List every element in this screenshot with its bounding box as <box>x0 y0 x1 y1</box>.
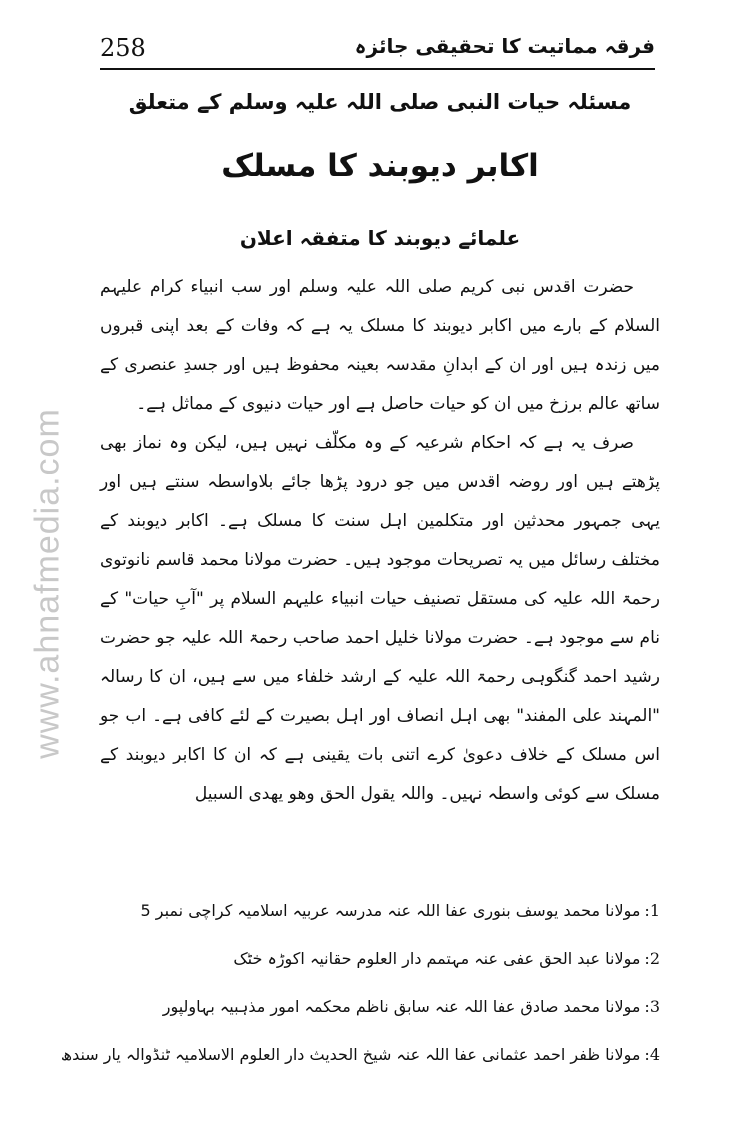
signatories-list <box>60 886 660 1078</box>
signatory-item <box>100 934 660 982</box>
sub-heading: علمائے دیوبند کا متفقہ اعلان <box>239 226 521 250</box>
signatory-number: 3: <box>644 996 660 1016</box>
signatory-text: مولانا محمد یوسف بنوری عفا اللہ عنہ مدرسہ عربیہ اسلامیہ کراچی نمبر 5 <box>140 900 641 920</box>
paragraph: حضرت اقدس نبی کریم صلی اللہ علیہ وسلم اور سب انبیاء کرام علیہم السلام کے بارے میں اکابر دیوبند کا مسلک یہ ہے کہ وفات کے بعد اپنی قبروں میں زندہ ہیں اور ان کے ابدانِ مقدسہ بعینہ محفوظ ہیں اور جسدِ عنصری کے ساتھ عالم برزخ میں ان کو حیات حاصل ہے اور حیات دنیوی کے مماثل ہے۔ <box>100 277 660 414</box>
section-heading: مسئلہ حیات النبی صلی اللہ علیہ وسلم کے متعلق <box>128 90 632 114</box>
signatory-item <box>60 1030 660 1078</box>
running-title: فرقہ مماتیت کا تحقیقی جائزہ <box>354 34 655 58</box>
signatory-item <box>100 886 660 934</box>
main-title: اکابر دیوبند کا مسلک <box>221 148 539 184</box>
watermark-text: www.ahnafmedia.com <box>28 408 67 759</box>
paragraph: صرف یہ ہے کہ احکام شرعیہ کے وہ مکلّف نہیں ہیں، لیکن وہ نماز بھی پڑھتے ہیں اور روضہ اقدس میں جو درود پڑھا جائے بلاواسطہ سنتے ہیں اور یہی جمہور محدثین اور متکلمین اہل سنت کا مسلک ہے۔ اکابر دیوبند کے مختلف رسائل میں یہ تصریحات موجود ہیں۔ حضرت مولانا محمد قاسم نانوتوی رحمۃ اللہ علیہ کی مستقل تصنیف حیات انبیاء علیہم السلام پر "آبِ حیات" کے نام سے موجود ہے۔ حضرت مولانا خلیل احمد صاحب رحمۃ اللہ علیہ جو حضرت رشید احمد گنگوہی رحمۃ اللہ علیہ کے ارشد خلفاء میں سے ہیں، ان کا رسالہ "المہند علی المفند" بھی اہل انصاف اور اہل بصیرت کے لئے کافی ہے۔ اب جو اس مسلک کے خلاف دعویٰ کرے اتنی بات یقینی ہے کہ ان کا اکابر دیوبند کے مسلک سے کوئی واسطہ نہیں۔ واللہ یقول الحق وھو یھدی السبیل <box>100 433 660 804</box>
signatory-text: مولانا ظفر احمد عثمانی عفا اللہ عنہ شیخ الحدیث دار العلوم الاسلامیہ ٹنڈوالہ یار سندھ <box>60 1044 641 1064</box>
page-number: 258 <box>100 34 146 62</box>
signatory-number: 2: <box>644 948 660 968</box>
signatory-text: مولانا عبد الحق عفی عنہ مہتمم دار العلوم حقانیہ اکوڑہ خٹک <box>233 948 641 968</box>
signatory-item <box>100 982 660 1030</box>
body-text <box>100 268 660 814</box>
signatory-number: 4: <box>644 1044 660 1064</box>
page-header <box>100 32 655 70</box>
signatory-text: مولانا محمد صادق عفا اللہ عنہ سابق ناظم محکمہ امور مذہبیہ بہاولپور <box>162 996 641 1016</box>
signatory-number: 1: <box>644 900 660 920</box>
